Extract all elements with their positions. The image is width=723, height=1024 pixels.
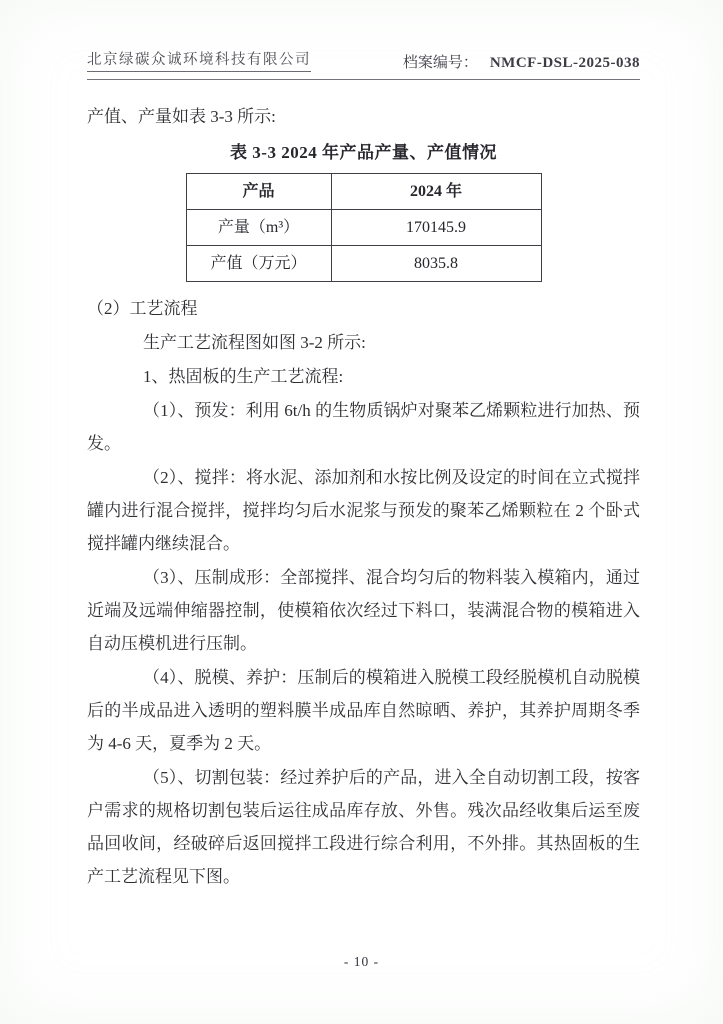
table-column-header: 产品 [186,174,331,210]
paragraphs [87,292,640,893]
page-number: - 10 - [343,954,380,969]
table-title: 表 3-3 2024 年产品产量、产值情况 [230,143,497,162]
table-header-row [186,174,541,210]
intro-line: 产值、产量如表 3-3 所示: [87,107,276,126]
table-column-header: 2024 年 [331,174,541,210]
paragraph: （5）、切割包装：经过养护后的产品，进入全自动切割工段，按客户需求的规格切割包装后运往成品库存放、外售。残次品经收集后运至废品回收间，经破碎后返回搅拌工段进行综合利用，不外排。其热固板的生产工艺流程见下图。 [87,768,640,886]
row-label: 产量（m³） [186,210,331,246]
row-value: 170145.9 [331,210,541,246]
archive-label: 档案编号： [402,55,478,71]
document-body [87,100,640,893]
row-value: 8035.8 [331,246,541,282]
row-label: 产值（万元） [186,246,331,282]
production-table [186,173,542,282]
table-row [186,246,541,282]
company-name: 北京绿碳众诚环境科技有限公司 [87,48,311,72]
paragraph: （1）、预发：利用 6t/h 的生物质锅炉对聚苯乙烯颗粒进行加热、预发。 [87,401,640,453]
archive-number-block [403,51,640,72]
page-header [87,48,640,80]
paragraph: 生产工艺流程图如图 3-2 所示: [143,333,366,352]
archive-number: NMCF-DSL-2025-038 [489,55,640,71]
paragraph: （3）、压制成形：全部搅拌、混合均匀后的物料装入模箱内，通过近端及远端伸缩器控制，使模箱依次经过下料口，装满混合物的模箱进入自动压模机进行压制。 [87,568,640,653]
paragraph: （2）工艺流程 [87,299,198,318]
paragraph: （4）、脱模、养护：压制后的模箱进入脱模工段经脱模机自动脱模后的半成品进入透明的塑料膜半成品库自然晾晒、养护，其养护周期冬季为 4-6 天，夏季为 2 天。 [87,668,640,753]
paragraph: 1、热固板的生产工艺流程: [143,367,344,386]
paragraph: （2）、搅拌：将水泥、添加剂和水按比例及设定的时间在立式搅拌罐内进行混合搅拌，搅拌均匀后水泥浆与预发的聚苯乙烯颗粒在 2 个卧式搅拌罐内继续混合。 [87,468,640,553]
table-row [186,210,541,246]
